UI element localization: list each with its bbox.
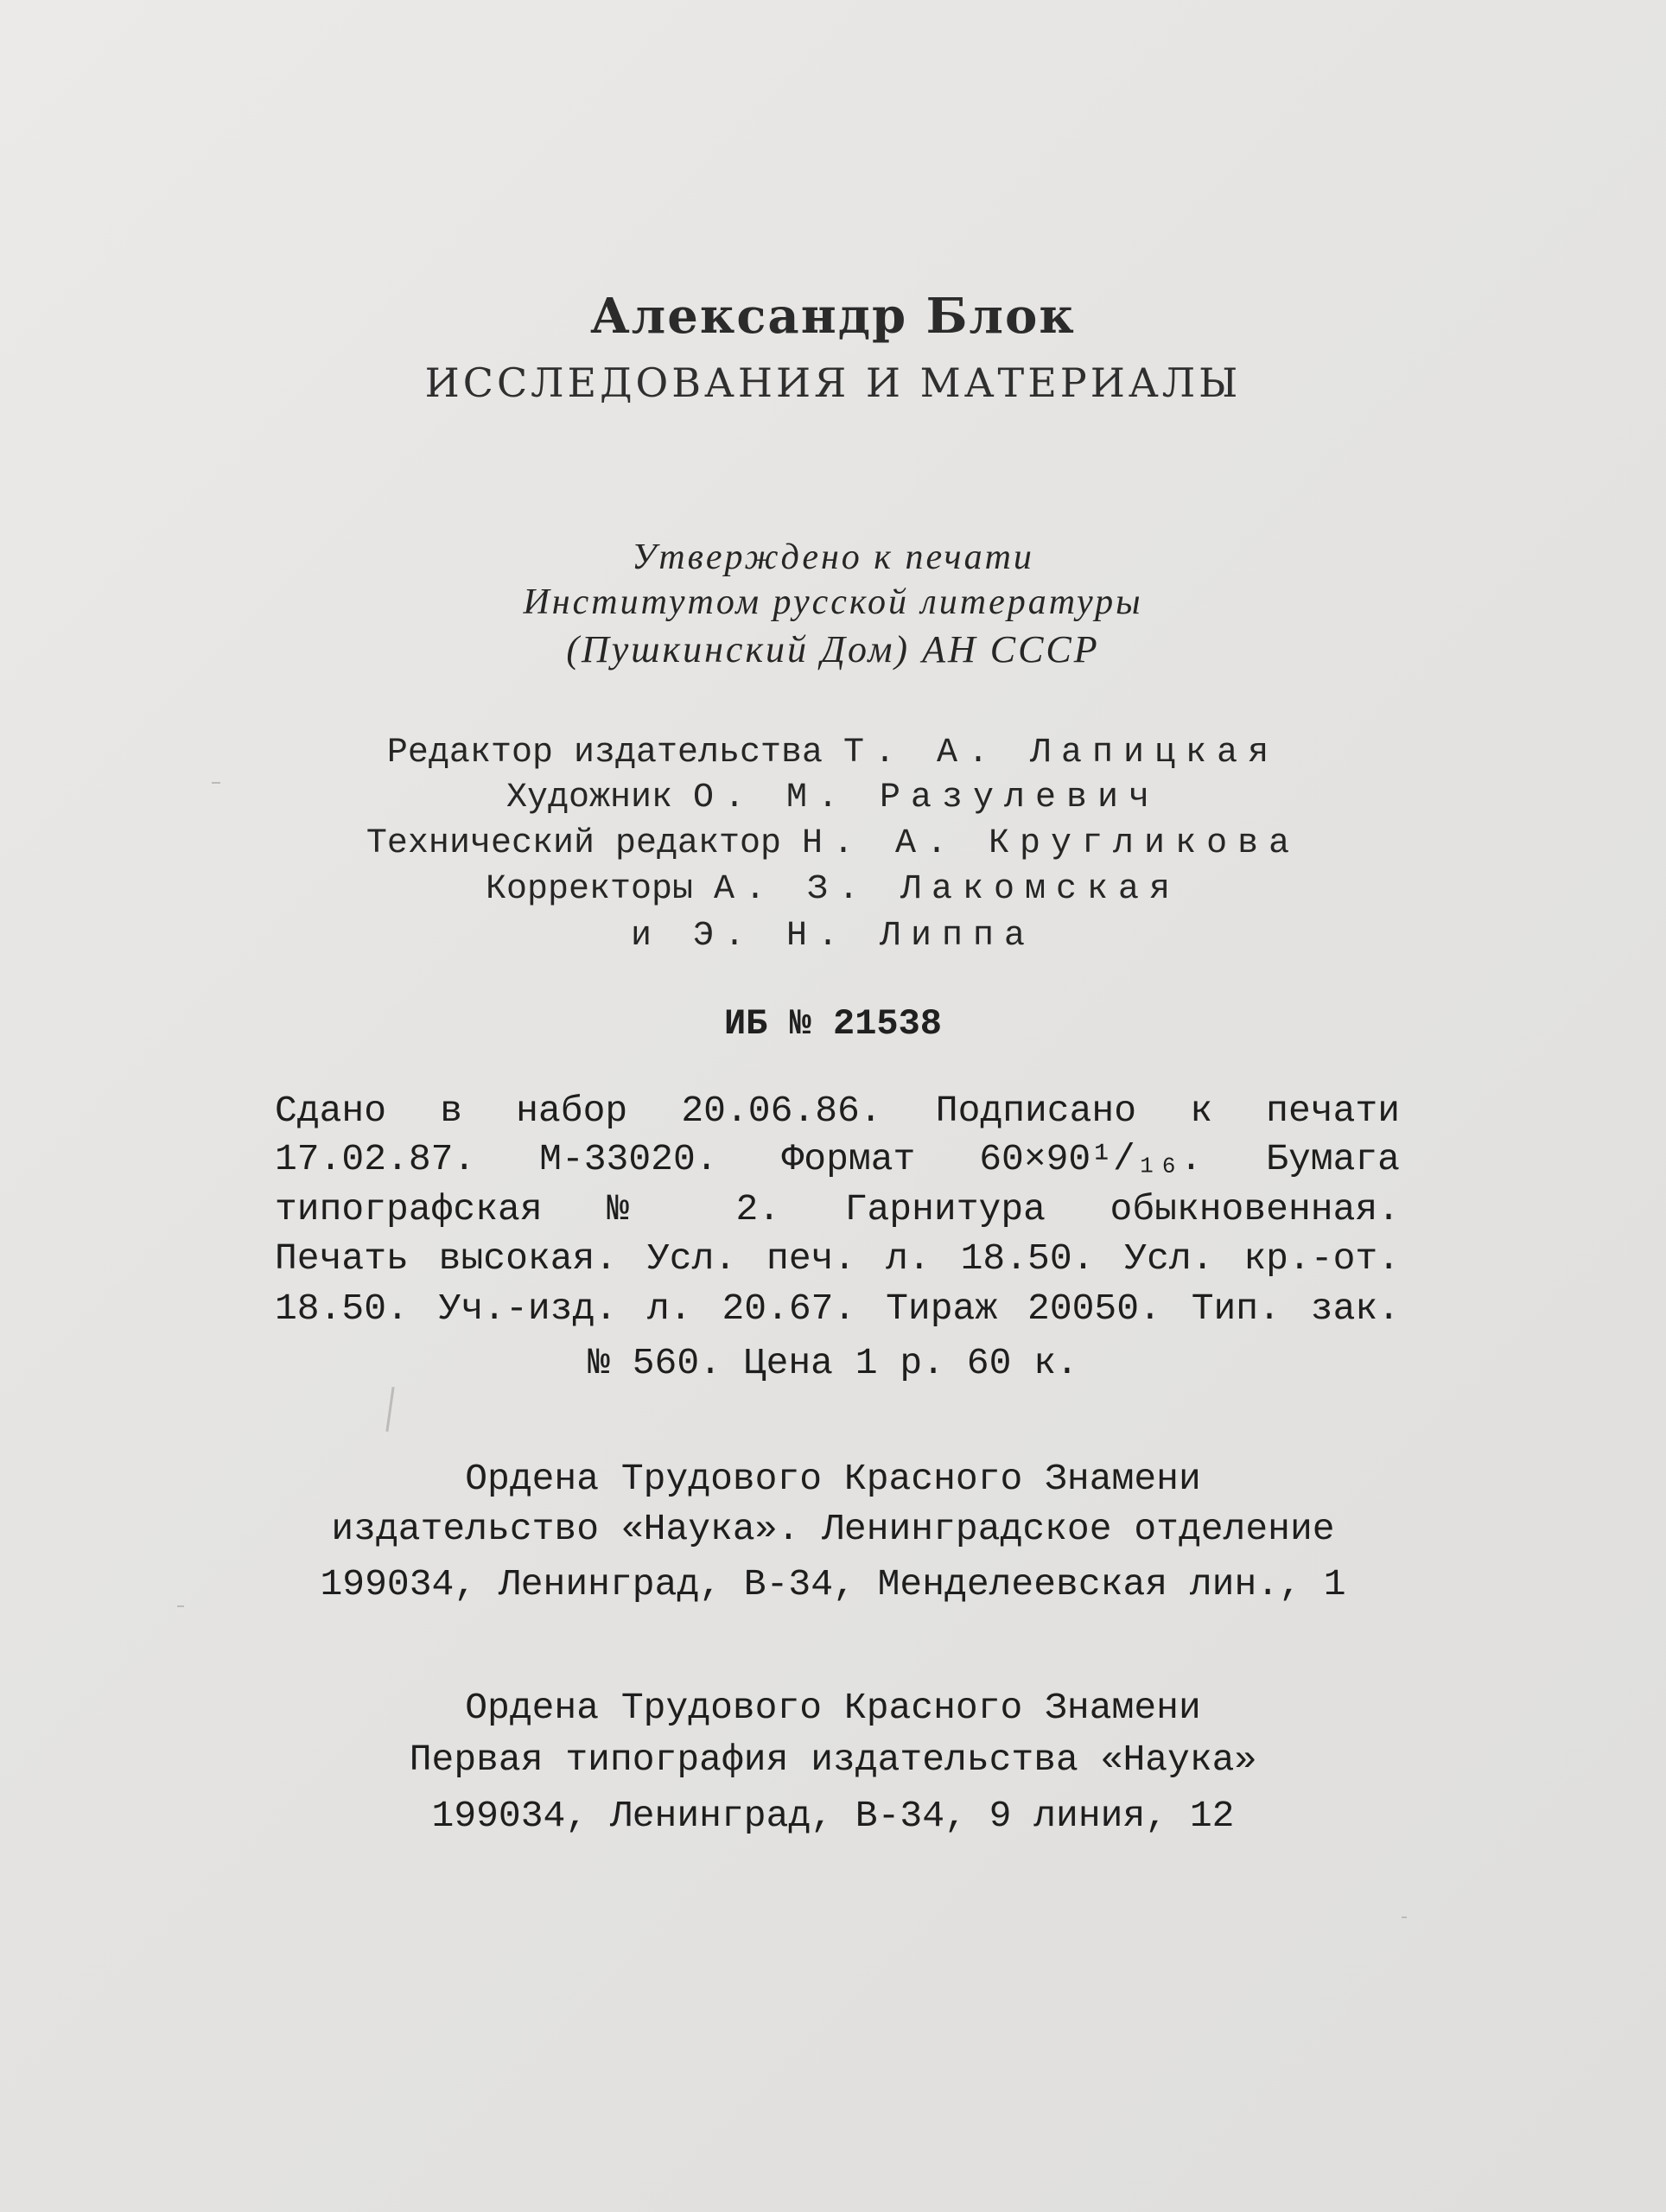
paper-speck (385, 1387, 394, 1432)
publisher-line-3: 199034, Ленинград, В-34, Менделеевская лин., 1 (320, 1563, 1346, 1605)
credit-corrector-1-name: А. З. Лакомская (713, 870, 1181, 909)
approval-line-1: Утверждено к печати (632, 537, 1034, 577)
imprint-line-4: Печать высокая. Усл. печ. л. 18.50. Усл. кр.-от. (275, 1237, 1400, 1280)
credit-artist (0, 781, 1666, 816)
imprint-line-2: 17.02.87. М-33020. Формат 60×90¹/₁₆. Бумага (275, 1138, 1400, 1180)
credit-artist-name: О. М. Разулевич (692, 779, 1160, 817)
ib-number: ИБ № 21538 (723, 1003, 943, 1045)
imprint-line-3: типографская № 2. Гарнитура обыкновенная. (275, 1188, 1400, 1230)
book-title: ИССЛЕДОВАНИЯ И МАТЕРИАЛЫ (424, 359, 1242, 406)
credit-corrector-2 (0, 919, 1666, 954)
approval-line-3: (Пушкинский Дом) АН СССР (566, 628, 1100, 671)
credit-correctors-role: Корректоры (485, 870, 714, 909)
printer-line-1: Ордена Трудового Красного Знамени (465, 1687, 1201, 1729)
book-author: Александр Блок (590, 288, 1076, 345)
publisher-line-2: издательство «Наука». Ленинградское отделение (331, 1508, 1335, 1550)
imprint-line-6: № 560. Цена 1 р. 60 к. (588, 1342, 1078, 1384)
printer-line-3: 199034, Ленинград, В-34, 9 линия, 12 (431, 1795, 1235, 1837)
credit-editor-role: Редактор издательства (386, 734, 844, 772)
paper-speck (1402, 1916, 1407, 1918)
credit-editor-name: Т. А. Лапицкая (843, 734, 1280, 772)
credit-artist-role: Художник (506, 779, 693, 817)
imprint-line-1: Сдано в набор 20.06.86. Подписано к печати (275, 1090, 1400, 1132)
credit-tech-role: Технический редактор (366, 824, 803, 863)
paper-speck (212, 782, 220, 784)
paper-speck (177, 1605, 184, 1607)
imprint-line-5: 18.50. Уч.-изд. л. 20.67. Тираж 20050. Тип. зак. (275, 1287, 1400, 1330)
credit-correctors (0, 870, 1666, 909)
credit-tech-name: Н. А. Кругликова (802, 824, 1300, 863)
printer-line-2: Первая типография издательства «Наука» (409, 1738, 1257, 1781)
credit-editor (0, 736, 1666, 771)
approval-line-2: Институтом русской литературы (523, 582, 1143, 622)
publisher-line-1: Ордена Трудового Красного Знамени (465, 1458, 1201, 1500)
credit-tech-editor (0, 824, 1666, 863)
credit-corrector-2-name: и Э. Н. Липпа (630, 917, 1036, 956)
